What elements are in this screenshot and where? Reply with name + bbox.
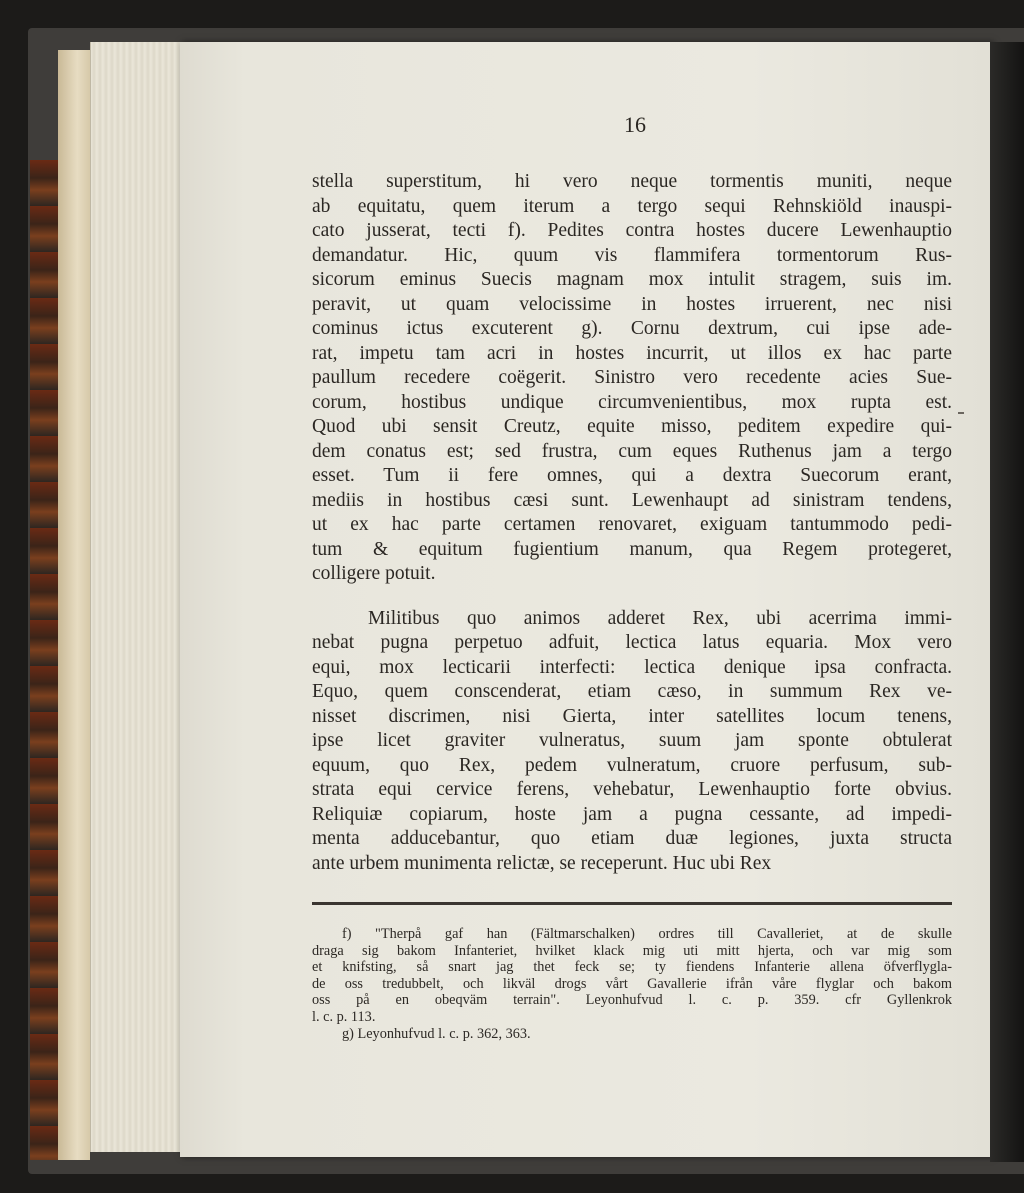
text-line: Militibus quo animos adderet Rex, ubi acerrima immi- <box>368 607 952 629</box>
text-line: stella superstitum, hi vero neque tormentis muniti, neque <box>312 171 952 192</box>
text-line: demandatur. Hic, quum vis flammifera tormentorum Rus- <box>312 244 952 266</box>
text-line: cominus ictus excuterent g). Cornu dextrum, cui ipse ade- <box>312 318 952 339</box>
endpaper-edge <box>58 50 90 1160</box>
footnote-line: de oss tredubbelt, och likväl drogs vårt Gavallerie ifrån våre flyglar och bakom <box>312 975 952 992</box>
text-line: Equo, quem conscenderat, etiam cæso, in summum Rex ve- <box>312 681 952 702</box>
paragraph-gap <box>312 587 952 607</box>
text-line: tum & equitum fugientium manum, qua Regem protegeret, <box>312 538 952 560</box>
stacked-page-edges <box>90 42 183 1152</box>
text-line: corum, hostibus undique circumvenientibus, mox rupta est. <box>312 391 952 413</box>
text-line: dem conatus est; sed frustra, cum eques Ruthenus jam a tergo <box>312 440 952 462</box>
footnote-line: et knifsting, så snart jag thet feck se; ty fiendens Infanterie allena öfverflygla- <box>312 959 952 976</box>
main-text <box>312 170 952 876</box>
text-line: esset. Tum ii fere omnes, qui a dextra Suecorum erant, <box>312 465 952 486</box>
text-line: peravit, ut quam velocissime in hostes irruerent, nec nisi <box>312 293 952 315</box>
text-line: Quod ubi sensit Creutz, equite misso, peditem expedire qui- <box>312 416 952 437</box>
page-shadow <box>990 42 1024 1162</box>
text-line: ut ex hac parte certamen renovaret, exiguam tantummodo pedi- <box>312 514 952 535</box>
pencil-mark <box>958 412 964 414</box>
text-line: cato jusserat, tecti f). Pedites contra hostes ducere Lewenhauptio <box>312 220 952 241</box>
footnote-line: l. c. p. 113. <box>312 1008 376 1025</box>
text-line: nebat pugna perpetuo adfuit, lectica latus equaria. Mox vero <box>312 632 952 653</box>
paragraph-2 <box>312 607 952 877</box>
text-line: equum, quo Rex, pedem vulneratum, cruore perfusum, sub- <box>312 754 952 776</box>
paragraph-1 <box>312 170 952 587</box>
text-line: ipse licet graviter vulneratus, suum jam sponte obtulerat <box>312 730 952 751</box>
text-line: equi, mox lecticarii interfecti: lectica denique ipsa confracta. <box>312 656 952 678</box>
text-line: rat, impetu tam acri in hostes incurrit, ut illos ex hac parte <box>312 342 952 364</box>
text-line: Reliquiæ copiarum, hoste jam a pugna cessante, ad impedi- <box>312 803 952 825</box>
text-line: sicorum eminus Suecis magnam mox intulit stragem, suis im. <box>312 269 952 290</box>
footnotes <box>312 926 952 1042</box>
footnote-line: oss på en obeqväm terrain". Leyonhufvud l. c. p. 359. cfr Gyllenkrok <box>312 992 952 1009</box>
text-line: mediis in hostibus cæsi sunt. Lewenhaupt ad sinistram tendens, <box>312 489 952 511</box>
footnote-line: f) "Therpå gaf han (Fältmarschalken) ordres till Cavalleriet, at de skulle <box>342 926 952 942</box>
text-line: colligere potuit. <box>312 563 436 584</box>
text-line: menta adducebantur, quo etiam duæ legiones, juxta structa <box>312 828 952 849</box>
text-line: paullum recedere coëgerit. Sinistro vero recedente acies Sue- <box>312 367 952 388</box>
text-line: ante urbem munimenta relictæ, se receperunt. Huc ubi Rex <box>312 852 772 874</box>
text-line: nisset discrimen, nisi Gierta, inter satellites locum tenens, <box>312 705 952 727</box>
footnote-line: draga sig bakom Infanteriet, hvilket klack mig uti mitt hjerta, och var mig som <box>312 942 952 959</box>
page-number: 16 <box>624 112 646 137</box>
text-line: ab equitatu, quem iterum a tergo sequi Rehnskiöld inauspi- <box>312 195 952 217</box>
footnote-line: g) Leyonhufvud l. c. p. 362, 363. <box>342 1025 531 1042</box>
text-line: strata equi cervice ferens, vehebatur, Lewenhauptio forte obvius. <box>312 779 952 800</box>
footnote-rule <box>312 902 952 905</box>
